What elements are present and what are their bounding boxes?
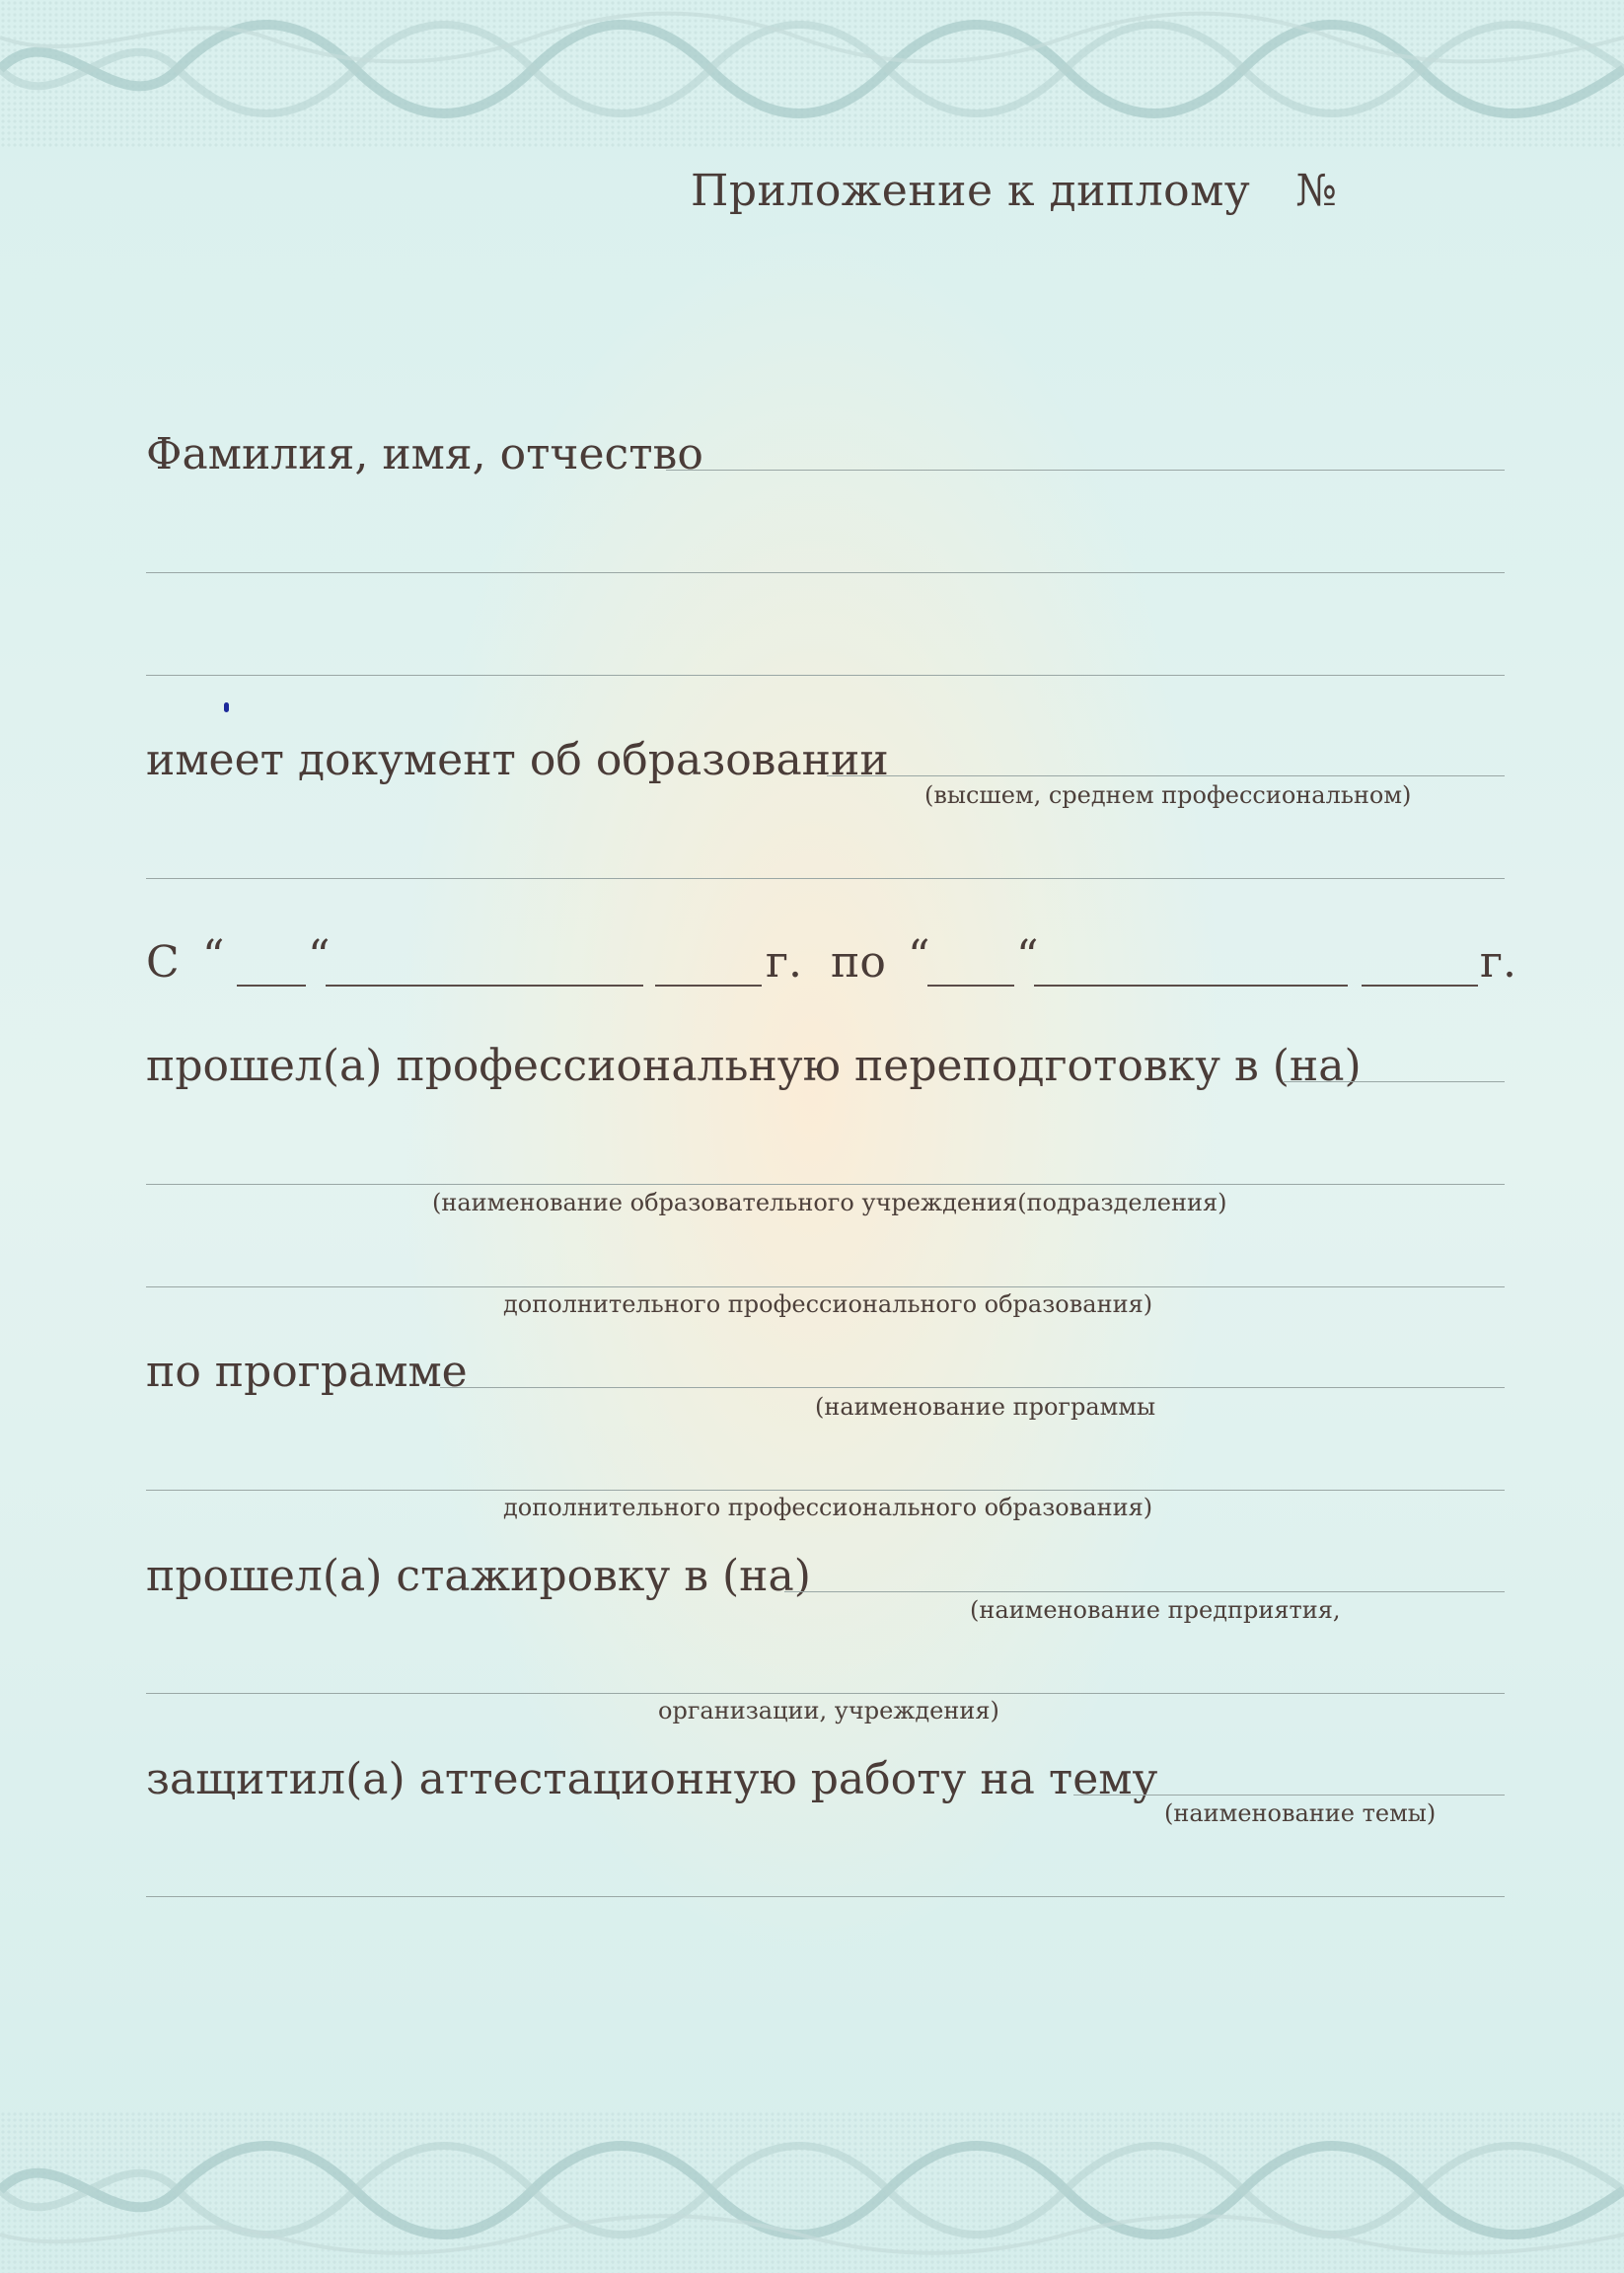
program-caption-1: (наименование программы bbox=[815, 1393, 1156, 1421]
date-to-year-suffix: г. bbox=[1480, 937, 1517, 988]
date-to-month-line[interactable] bbox=[1034, 985, 1348, 987]
date-to-open-quote: “ bbox=[908, 931, 930, 982]
date-to-label: по bbox=[831, 937, 886, 988]
fio-line-1[interactable] bbox=[666, 470, 1505, 471]
fio-line-2[interactable] bbox=[146, 572, 1505, 573]
guilloche-bottom-border bbox=[0, 2111, 1624, 2273]
date-to-day-line[interactable] bbox=[927, 985, 1014, 987]
retraining-line-1[interactable] bbox=[1283, 1081, 1505, 1082]
date-to-close-quote: “ bbox=[1016, 931, 1039, 982]
thesis-line-2[interactable] bbox=[146, 1896, 1505, 1897]
date-from-month-line[interactable] bbox=[326, 985, 643, 987]
internship-line-1[interactable] bbox=[784, 1591, 1505, 1592]
internship-line-2[interactable] bbox=[146, 1693, 1505, 1694]
program-line-1[interactable] bbox=[440, 1387, 1505, 1388]
program-line-2[interactable] bbox=[146, 1490, 1505, 1491]
retraining-line-3[interactable] bbox=[146, 1286, 1505, 1287]
doc-line-1[interactable] bbox=[827, 775, 1505, 776]
page-title bbox=[691, 166, 1338, 216]
institution-caption-2: дополнительного профессионального образования) bbox=[503, 1290, 1153, 1318]
fio-line-3[interactable] bbox=[146, 675, 1505, 676]
fio-label: Фамилия, имя, отчество bbox=[146, 429, 703, 479]
number-sign: № bbox=[1295, 166, 1338, 216]
internship-caption-2: организации, учреждения) bbox=[658, 1697, 999, 1724]
ink-dot bbox=[224, 702, 229, 712]
program-caption-2: дополнительного профессионального образования) bbox=[503, 1494, 1153, 1521]
thesis-caption: (наименование темы) bbox=[1164, 1799, 1437, 1827]
thesis-line-1[interactable] bbox=[1073, 1795, 1505, 1796]
date-from-label: С bbox=[146, 937, 180, 988]
doc-caption: (высшем, среднем профессиональном) bbox=[924, 781, 1412, 809]
retraining-line-2[interactable] bbox=[146, 1184, 1505, 1185]
title-text: Приложение к диплому bbox=[691, 166, 1251, 216]
thesis-label: защитил(а) аттестационную работу на тему bbox=[146, 1754, 1158, 1804]
date-from-close-quote: “ bbox=[308, 931, 331, 982]
date-from-open-quote: “ bbox=[202, 931, 225, 982]
retraining-label: прошел(а) профессиональную переподготовку в (на) bbox=[146, 1041, 1362, 1091]
date-from-year-line[interactable] bbox=[655, 985, 762, 987]
internship-label: прошел(а) стажировку в (на) bbox=[146, 1551, 811, 1601]
doc-line-2[interactable] bbox=[146, 878, 1505, 879]
guilloche-top-border bbox=[0, 0, 1624, 148]
date-to-year-line[interactable] bbox=[1362, 985, 1478, 987]
program-label: по программе bbox=[146, 1347, 468, 1397]
date-from-day-line[interactable] bbox=[237, 985, 306, 987]
date-from-year-suffix: г. bbox=[766, 937, 803, 988]
internship-caption-1: (наименование предприятия, bbox=[970, 1596, 1341, 1624]
doc-label: имеет документ об образовании bbox=[146, 735, 889, 785]
institution-caption-1: (наименование образовательного учреждения(подразделения) bbox=[432, 1189, 1227, 1216]
